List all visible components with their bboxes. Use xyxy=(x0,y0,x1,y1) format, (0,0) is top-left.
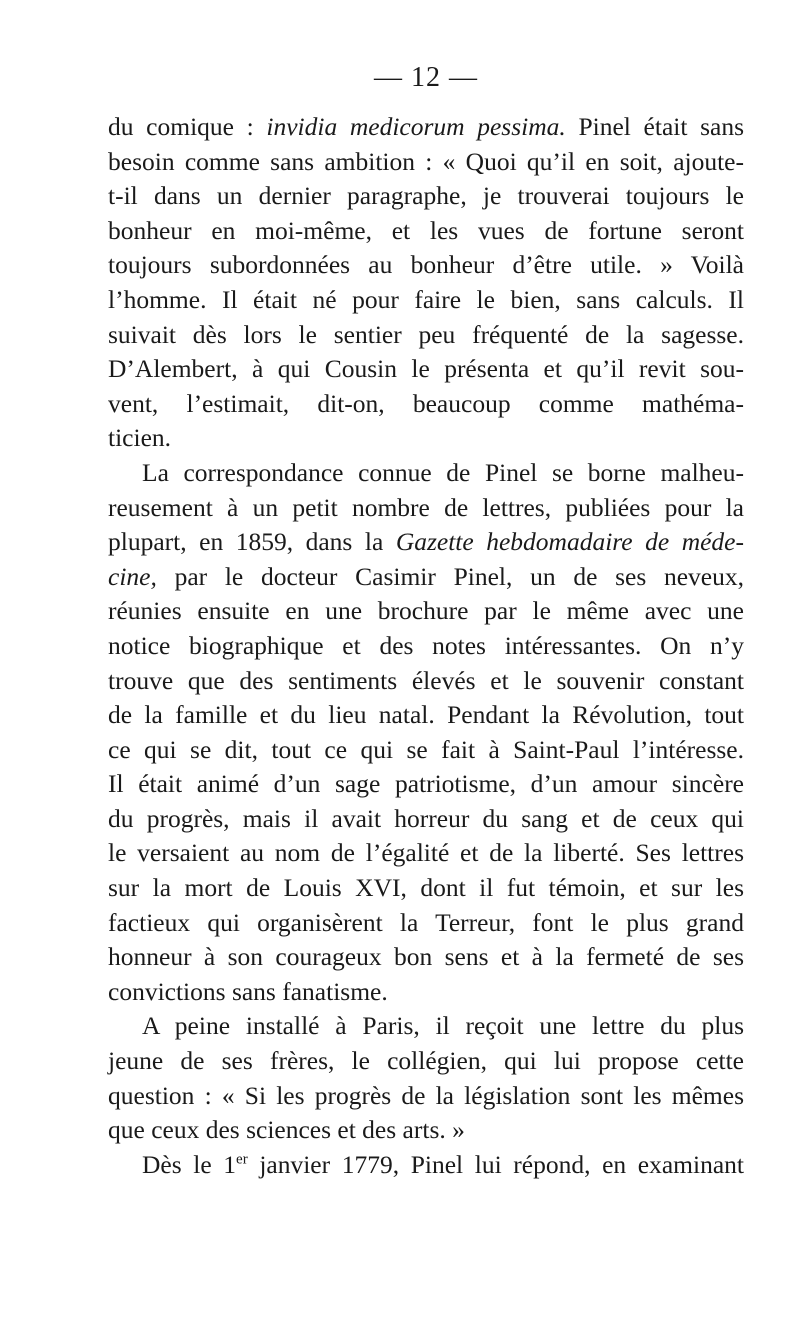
text-line: D’Alembert, à qui Cousin le présenta et qu’il revit sou- xyxy=(108,354,744,384)
text-line: reusement à un petit nombre de lettres, publiées pour la xyxy=(108,492,744,522)
book-page xyxy=(108,60,744,1182)
text-line: question : « Si les progrès de la législation sont les mêmes xyxy=(108,1080,744,1110)
text-line: le versaient au nom de l’égalité et de la liberté. Ses lettres xyxy=(108,838,744,868)
text-line: ticien. xyxy=(108,423,172,453)
paragraph-3 xyxy=(108,1009,744,1147)
text-line: suivait dès lors le sentier peu fréquenté de la sagesse. xyxy=(108,319,744,349)
text-line: vent, l’estimait, dit-on, beaucoup comme mathéma- xyxy=(108,388,744,418)
paragraph-1 xyxy=(108,110,744,456)
text-line: besoin comme sans ambition : « Quoi qu’il en soit, ajoute- xyxy=(108,146,744,176)
text-line: notice biographique et des notes intéressantes. On n’y xyxy=(108,630,744,660)
superscript: er xyxy=(236,1151,248,1168)
text-line: du progrès, mais il avait horreur du sang et de ceux qui xyxy=(108,803,744,833)
text-line: jeune de ses frères, le collégien, qui lui propose cette xyxy=(108,1046,744,1076)
paragraph-2 xyxy=(108,456,744,1010)
text-line: l’homme. Il était né pour faire le bien, sans calculs. Il xyxy=(108,284,744,314)
text-line: honneur à son courageux bon sens et à la fermeté de ses xyxy=(108,942,744,972)
text-line: bonheur en moi-même, et les vues de fortune seront xyxy=(108,215,744,245)
text-line: du comique : invidia medicorum pessima. Pinel était sans xyxy=(108,112,745,141)
text-line: cine, par le docteur Casimir Pinel, un de ses neveux, xyxy=(108,561,744,591)
text-line: plupart, en 1859, dans la Gazette hebdomadaire de méde- xyxy=(108,527,744,557)
italic-title: Gazette hebdomadaire de méde- xyxy=(395,527,744,557)
paragraph-4 xyxy=(108,1148,744,1183)
italic-title: cine, xyxy=(108,561,157,591)
text-line: trouve que des sentiments élevés et le souvenir constant xyxy=(108,665,744,695)
italic-phrase: invidia medicorum pessima. xyxy=(266,112,566,141)
text-line: Dès le 1er janvier 1779, Pinel lui répond, en examinant xyxy=(142,1149,744,1179)
text-line: réunies ensuite en une brochure par le même avec une xyxy=(108,596,744,626)
text-line: factieux qui organisèrent la Terreur, font le plus grand xyxy=(108,907,744,937)
text-line: ce qui se dit, tout ce qui se fait à Saint-Paul l’intéresse. xyxy=(108,734,744,764)
text-line: Il était animé d’un sage patriotisme, d’un amour sincère xyxy=(108,769,744,799)
text-line: A peine installé à Paris, il reçoit une lettre du plus xyxy=(142,1011,744,1041)
text-line: t-il dans un dernier paragraphe, je trouverai toujours le xyxy=(108,181,744,211)
text-line: convictions sans fanatisme. xyxy=(108,976,388,1006)
text-line: de la famille et du lieu natal. Pendant la Révolution, tout xyxy=(108,700,744,730)
page-number: — 12 — xyxy=(374,62,478,93)
text-line: La correspondance connue de Pinel se borne malheu- xyxy=(142,457,744,487)
text-line: sur la mort de Louis XVI, dont il fut témoin, et sur les xyxy=(108,873,744,903)
text-line: toujours subordonnées au bonheur d’être utile. » Voilà xyxy=(108,250,744,280)
text-line: que ceux des sciences et des arts. » xyxy=(108,1115,465,1145)
